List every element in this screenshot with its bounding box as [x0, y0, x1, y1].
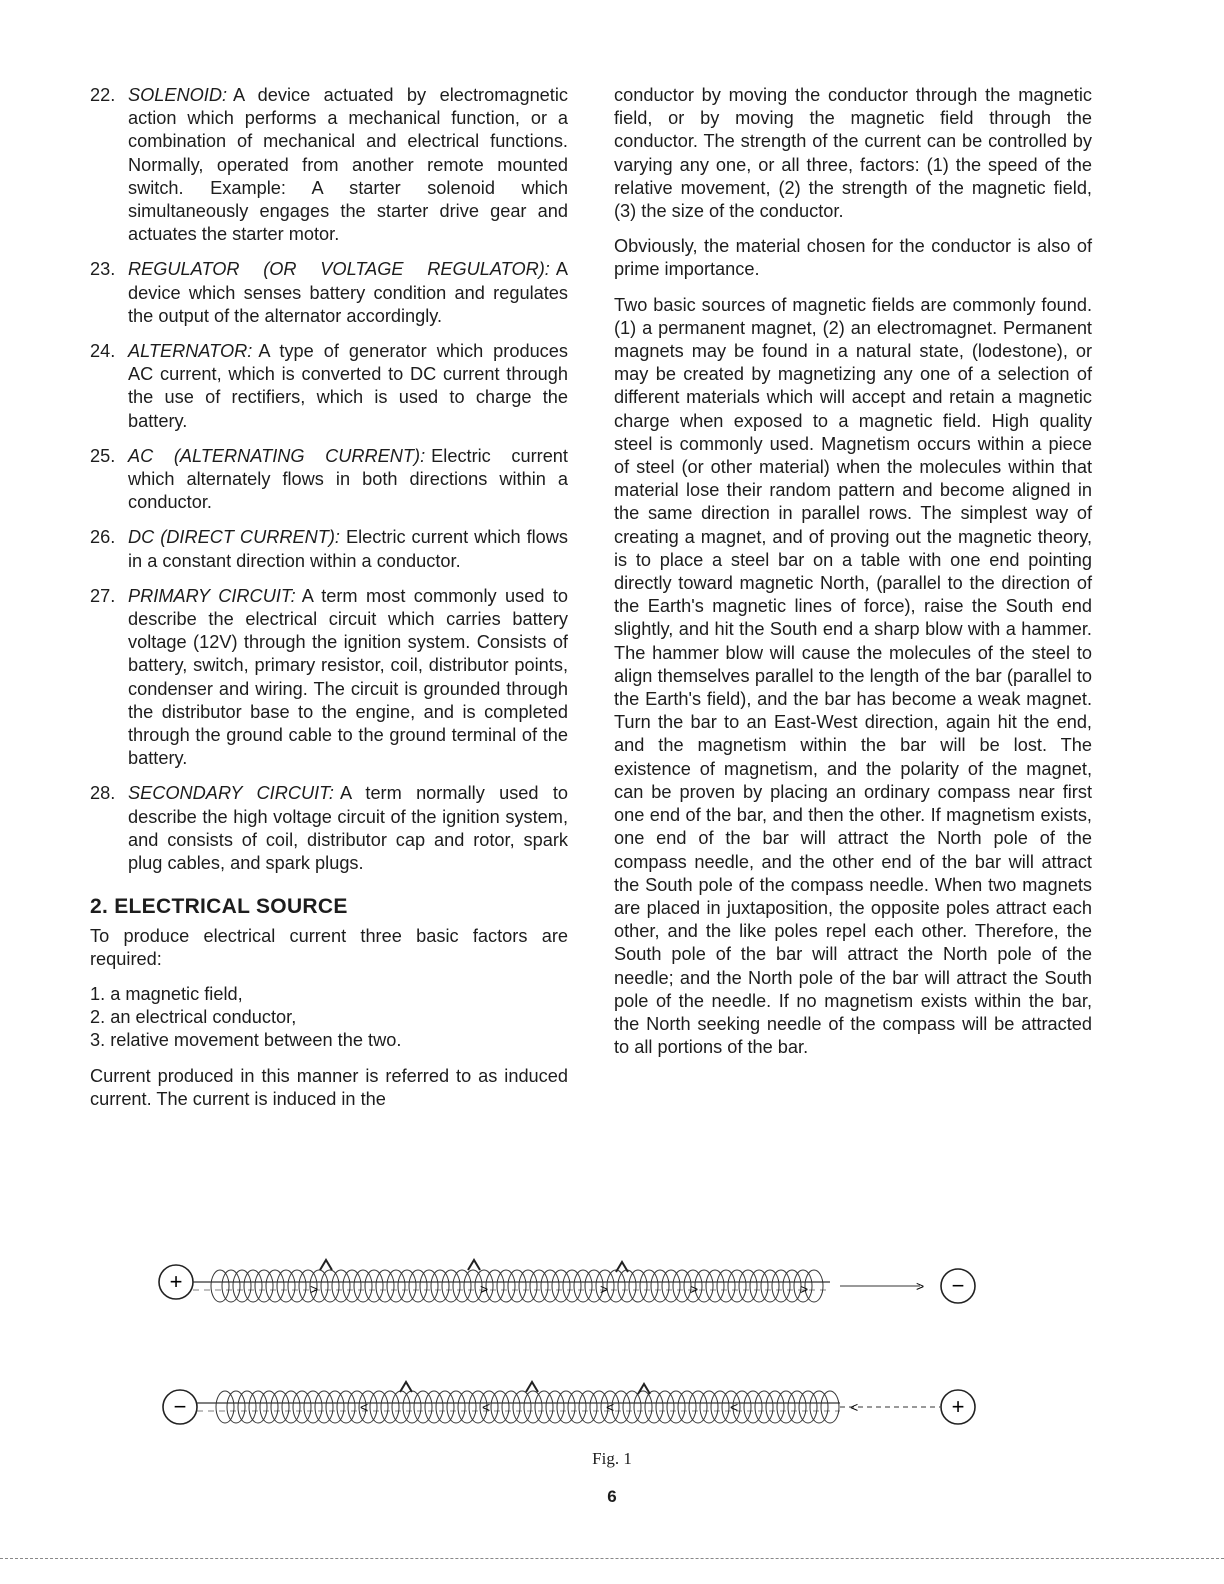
coil-winding	[227, 1391, 245, 1423]
coil-winding	[772, 1270, 790, 1302]
definition-term: SOLENOID:	[128, 85, 228, 105]
coil-winding	[673, 1270, 691, 1302]
coil-figure	[150, 1240, 990, 1460]
definition-item	[90, 340, 568, 433]
definition-number: 27.	[90, 585, 116, 606]
coil-winding	[491, 1391, 509, 1423]
bottom-coil-diagram	[163, 1382, 975, 1424]
coil-winding	[623, 1391, 641, 1423]
coil-winding	[365, 1270, 383, 1302]
definition-text: Electric current which alternately flows in both directions within a conductor.	[128, 445, 568, 513]
coil-winding	[777, 1391, 795, 1423]
coil-winding	[651, 1270, 669, 1302]
coil-winding	[211, 1270, 229, 1302]
svg-text:<: <	[360, 1399, 369, 1415]
definition-item	[90, 782, 568, 875]
coil-winding	[447, 1391, 465, 1423]
coil-winding	[387, 1270, 405, 1302]
coil-winding	[403, 1391, 421, 1423]
coil-winding	[530, 1270, 548, 1302]
coil-winding	[376, 1270, 394, 1302]
coil-winding	[739, 1270, 757, 1302]
definition-body	[128, 526, 568, 572]
left-column	[90, 84, 568, 1123]
coil-winding	[689, 1391, 707, 1423]
coil-winding	[343, 1270, 361, 1302]
coil-winding	[574, 1270, 592, 1302]
coil-winding	[541, 1270, 559, 1302]
coil-winding	[425, 1391, 443, 1423]
coil-winding	[409, 1270, 427, 1302]
paragraph-material: Obviously, the material chosen for the conductor is also of prime importance.	[614, 236, 1092, 280]
coil-winding	[238, 1391, 256, 1423]
paragraph-magnetic-fields: Two basic sources of magnetic fields are commonly found. (1) a permanent magnet, (2) an electromagnet. Permanent magnets may be found in a natural state, (lodestone), or may be created by magnetizing any one of a selection of different materials which will accept and retain a magnetic charge when exposed to a magnetic field. High quality steel is commonly used. Magnetism occurs within a piece of steel (or other material) when the molecules within that material lose their random pattern and become aligned in the same direction in parallel rows. The simplest way of creating a magnet, and of proving out the magnetic theory, is to place a steel bar on a table with one end pointing directly toward magnetic North, (parallel to the direction of the Earth's magnetic lines of force), raise the South end slightly, and hit the South end a sharp blow with a hammer. The hammer blow will cause the molecules of the steel to align themselves parallel to the length of the bar (parallel to the Earth's field), and the bar has become a weak magnet. Turn the bar to an East-West direction, again hit the end, and the magnetism within the bar will be lost. The existence of magnetism, and the polarity of the magnet, can be proven by placing an ordinary compass near first one end of the bar, and then the other. If magnetism exists, one end of the bar will attract the North pole of the compass needle, and the other end of the bar will attract the South pole of the compass needle. When two magnets are placed in juxtaposition, the opposite poles attract each other, and the like poles repel each other. Therefore, the South pole of the bar will attract the North pole of the needle; and the North pole of the bar will attract the South pole of the needle. If no magnetism exists within the bar, the North seeking needle of the compass will be attracted to all portions of the bar.	[614, 294, 1092, 1058]
factor-list	[90, 983, 568, 1053]
definition-body	[128, 585, 568, 771]
scan-artifact-line	[0, 1558, 1224, 1561]
definition-list	[90, 84, 568, 875]
definition-item	[90, 84, 568, 246]
svg-text:>: >	[480, 1281, 489, 1297]
coil-winding	[810, 1391, 828, 1423]
definition-text: A term most commonly used to describe the electrical circuit which carries battery voltage (12V) through the ignition system. Consists of battery, switch, primary resistor, coil, distributor points, condenser and wiring. The circuit is grounded through the distributor base to the engine, and is completed through the ground cable to the ground terminal of the battery.	[128, 585, 568, 769]
coil-winding	[700, 1391, 718, 1423]
coil-winding	[513, 1391, 531, 1423]
coil-winding	[321, 1270, 339, 1302]
definition-item	[90, 445, 568, 515]
definition-text: A type of generator which produces AC current, which is converted to DC current through the use of rectifiers, which is used to charge the battery.	[128, 341, 568, 431]
svg-text:>: >	[800, 1281, 809, 1297]
coil-winding	[282, 1391, 300, 1423]
definition-term: ALTERNATOR:	[128, 341, 253, 362]
negative-terminal-label: −	[951, 1273, 965, 1298]
coil-winding	[667, 1391, 685, 1423]
definition-number: 24.	[90, 341, 116, 362]
coil-winding	[420, 1270, 438, 1302]
svg-text:>: >	[310, 1281, 319, 1297]
figure-caption: Fig. 1	[592, 1449, 632, 1468]
svg-text:<: <	[606, 1399, 615, 1415]
coil-winding	[431, 1270, 449, 1302]
coil-winding	[453, 1270, 471, 1302]
section-intro: To produce electrical current three basic factors are required:	[90, 925, 568, 969]
coil-winding	[662, 1270, 680, 1302]
coil-winding	[568, 1391, 586, 1423]
definition-number: 26.	[90, 527, 116, 548]
coil-winding	[266, 1270, 284, 1302]
coil-winding	[398, 1270, 416, 1302]
coil-winding	[678, 1391, 696, 1423]
coil-winding	[579, 1391, 597, 1423]
coil-winding	[552, 1270, 570, 1302]
coil-winding	[711, 1391, 729, 1423]
coil-winding	[381, 1391, 399, 1423]
coil-winding	[332, 1270, 350, 1302]
page-number: 6	[607, 1487, 617, 1506]
coil-winding	[612, 1391, 630, 1423]
top-coil-diagram	[159, 1260, 975, 1303]
coil-winding	[508, 1270, 526, 1302]
definition-item	[90, 585, 568, 771]
coil-winding	[293, 1391, 311, 1423]
coil-winding	[728, 1270, 746, 1302]
definition-body	[128, 445, 568, 515]
coil-winding	[717, 1270, 735, 1302]
coil-winding	[486, 1270, 504, 1302]
coil-winding	[354, 1270, 372, 1302]
coil-winding	[288, 1270, 306, 1302]
coil-winding	[216, 1391, 234, 1423]
coil-winding	[656, 1391, 674, 1423]
definition-term: REGULATOR (OR VOLTAGE REGULATOR):	[128, 259, 550, 280]
factor-item: 3. relative movement between the two.	[90, 1030, 402, 1051]
coil-winding	[414, 1391, 432, 1423]
coil-winding	[821, 1391, 839, 1423]
coil-winding	[370, 1391, 388, 1423]
definition-item	[90, 258, 568, 328]
coil-winding	[546, 1391, 564, 1423]
coil-winding	[799, 1391, 817, 1423]
coil-winding	[640, 1270, 658, 1302]
coil-winding	[260, 1391, 278, 1423]
svg-text:<: <	[482, 1399, 491, 1415]
coil-winding	[222, 1270, 240, 1302]
coil-winding	[634, 1391, 652, 1423]
coil-winding	[233, 1270, 251, 1302]
coil-winding	[436, 1391, 454, 1423]
coil-winding	[244, 1270, 262, 1302]
definition-term: DC (DIRECT CURRENT):	[128, 527, 340, 548]
definition-term: AC (ALTERNATING CURRENT):	[128, 445, 426, 466]
definition-body	[128, 84, 568, 246]
coil-winding	[563, 1270, 581, 1302]
coil-winding	[788, 1391, 806, 1423]
negative-terminal-label: −	[173, 1394, 187, 1419]
coil-winding	[442, 1270, 460, 1302]
svg-text:>: >	[916, 1278, 925, 1294]
coil-winding	[304, 1391, 322, 1423]
coil-winding	[618, 1270, 636, 1302]
definition-text: A term normally used to describe the high voltage circuit of the ignition system, and consists of coil, distributor cap and rotor, spark plug cables, and spark plugs.	[128, 783, 568, 874]
coil-winding	[524, 1391, 542, 1423]
definition-term: PRIMARY CIRCUIT:	[128, 585, 296, 606]
coil-winding	[750, 1270, 768, 1302]
coil-winding	[557, 1391, 575, 1423]
coil-winding	[502, 1391, 520, 1423]
right-column	[614, 84, 1092, 1071]
svg-text:<: <	[730, 1399, 739, 1415]
definition-text: Electric current which flows in a constant direction within a conductor.	[128, 527, 569, 571]
definition-body	[128, 340, 568, 433]
coil-winding	[755, 1391, 773, 1423]
definition-item	[90, 526, 568, 572]
definition-body	[128, 258, 568, 328]
coil-winding	[392, 1391, 410, 1423]
coil-winding	[783, 1270, 801, 1302]
coil-winding	[519, 1270, 537, 1302]
coil-winding	[326, 1391, 344, 1423]
coil-winding	[249, 1391, 267, 1423]
coil-winding	[271, 1391, 289, 1423]
coil-winding	[535, 1391, 553, 1423]
coil-winding	[337, 1391, 355, 1423]
definition-number: 23.	[90, 259, 116, 280]
coil-winding	[458, 1391, 476, 1423]
definition-number: 22.	[90, 85, 116, 105]
definition-number: 25.	[90, 445, 116, 466]
svg-text:<: <	[850, 1399, 859, 1415]
svg-text:>: >	[600, 1281, 609, 1297]
factor-item: 2. an electrical conductor,	[90, 1007, 297, 1028]
definition-body	[128, 782, 568, 875]
coil-winding	[706, 1270, 724, 1302]
coil-winding	[255, 1270, 273, 1302]
svg-text:>: >	[690, 1281, 699, 1297]
coil-winding	[761, 1270, 779, 1302]
coil-winding	[645, 1391, 663, 1423]
coil-winding	[277, 1270, 295, 1302]
coil-winding	[315, 1391, 333, 1423]
definition-text: A device actuated by electromagnetic action which performs a mechanical function, or a combination of mechanical and electrical functions. Normally, operated from another remote mounted switch. Example: A starter solenoid which simultaneously engages the starter drive gear and actuates the starter motor.	[128, 85, 568, 245]
definition-term: SECONDARY CIRCUIT:	[128, 783, 334, 804]
definition-number: 28.	[90, 783, 116, 804]
coil-winding	[766, 1391, 784, 1423]
positive-terminal-label: +	[169, 1269, 183, 1294]
definition-text: A device which senses battery condition and regulates the output of the alternator accordingly.	[128, 259, 568, 326]
section-heading: 2. ELECTRICAL SOURCE	[90, 895, 348, 919]
induced-current-paragraph: Current produced in this manner is referred to as induced current. The current is induced in the	[90, 1065, 568, 1109]
factor-item: 1. a magnetic field,	[90, 983, 243, 1004]
coil-winding	[744, 1391, 762, 1423]
coil-winding	[629, 1270, 647, 1302]
paragraph-conductor: conductor by moving the conductor through the magnetic field, or by moving the magnetic field through the conductor. The strength of the current can be controlled by varying any one, or all three, factors: (1) the speed of the relative movement, (2) the strength of the magnetic field, (3) the size of the conductor.	[614, 85, 1092, 222]
positive-terminal-label: +	[951, 1394, 965, 1419]
coil-winding	[607, 1270, 625, 1302]
coil-winding	[497, 1270, 515, 1302]
